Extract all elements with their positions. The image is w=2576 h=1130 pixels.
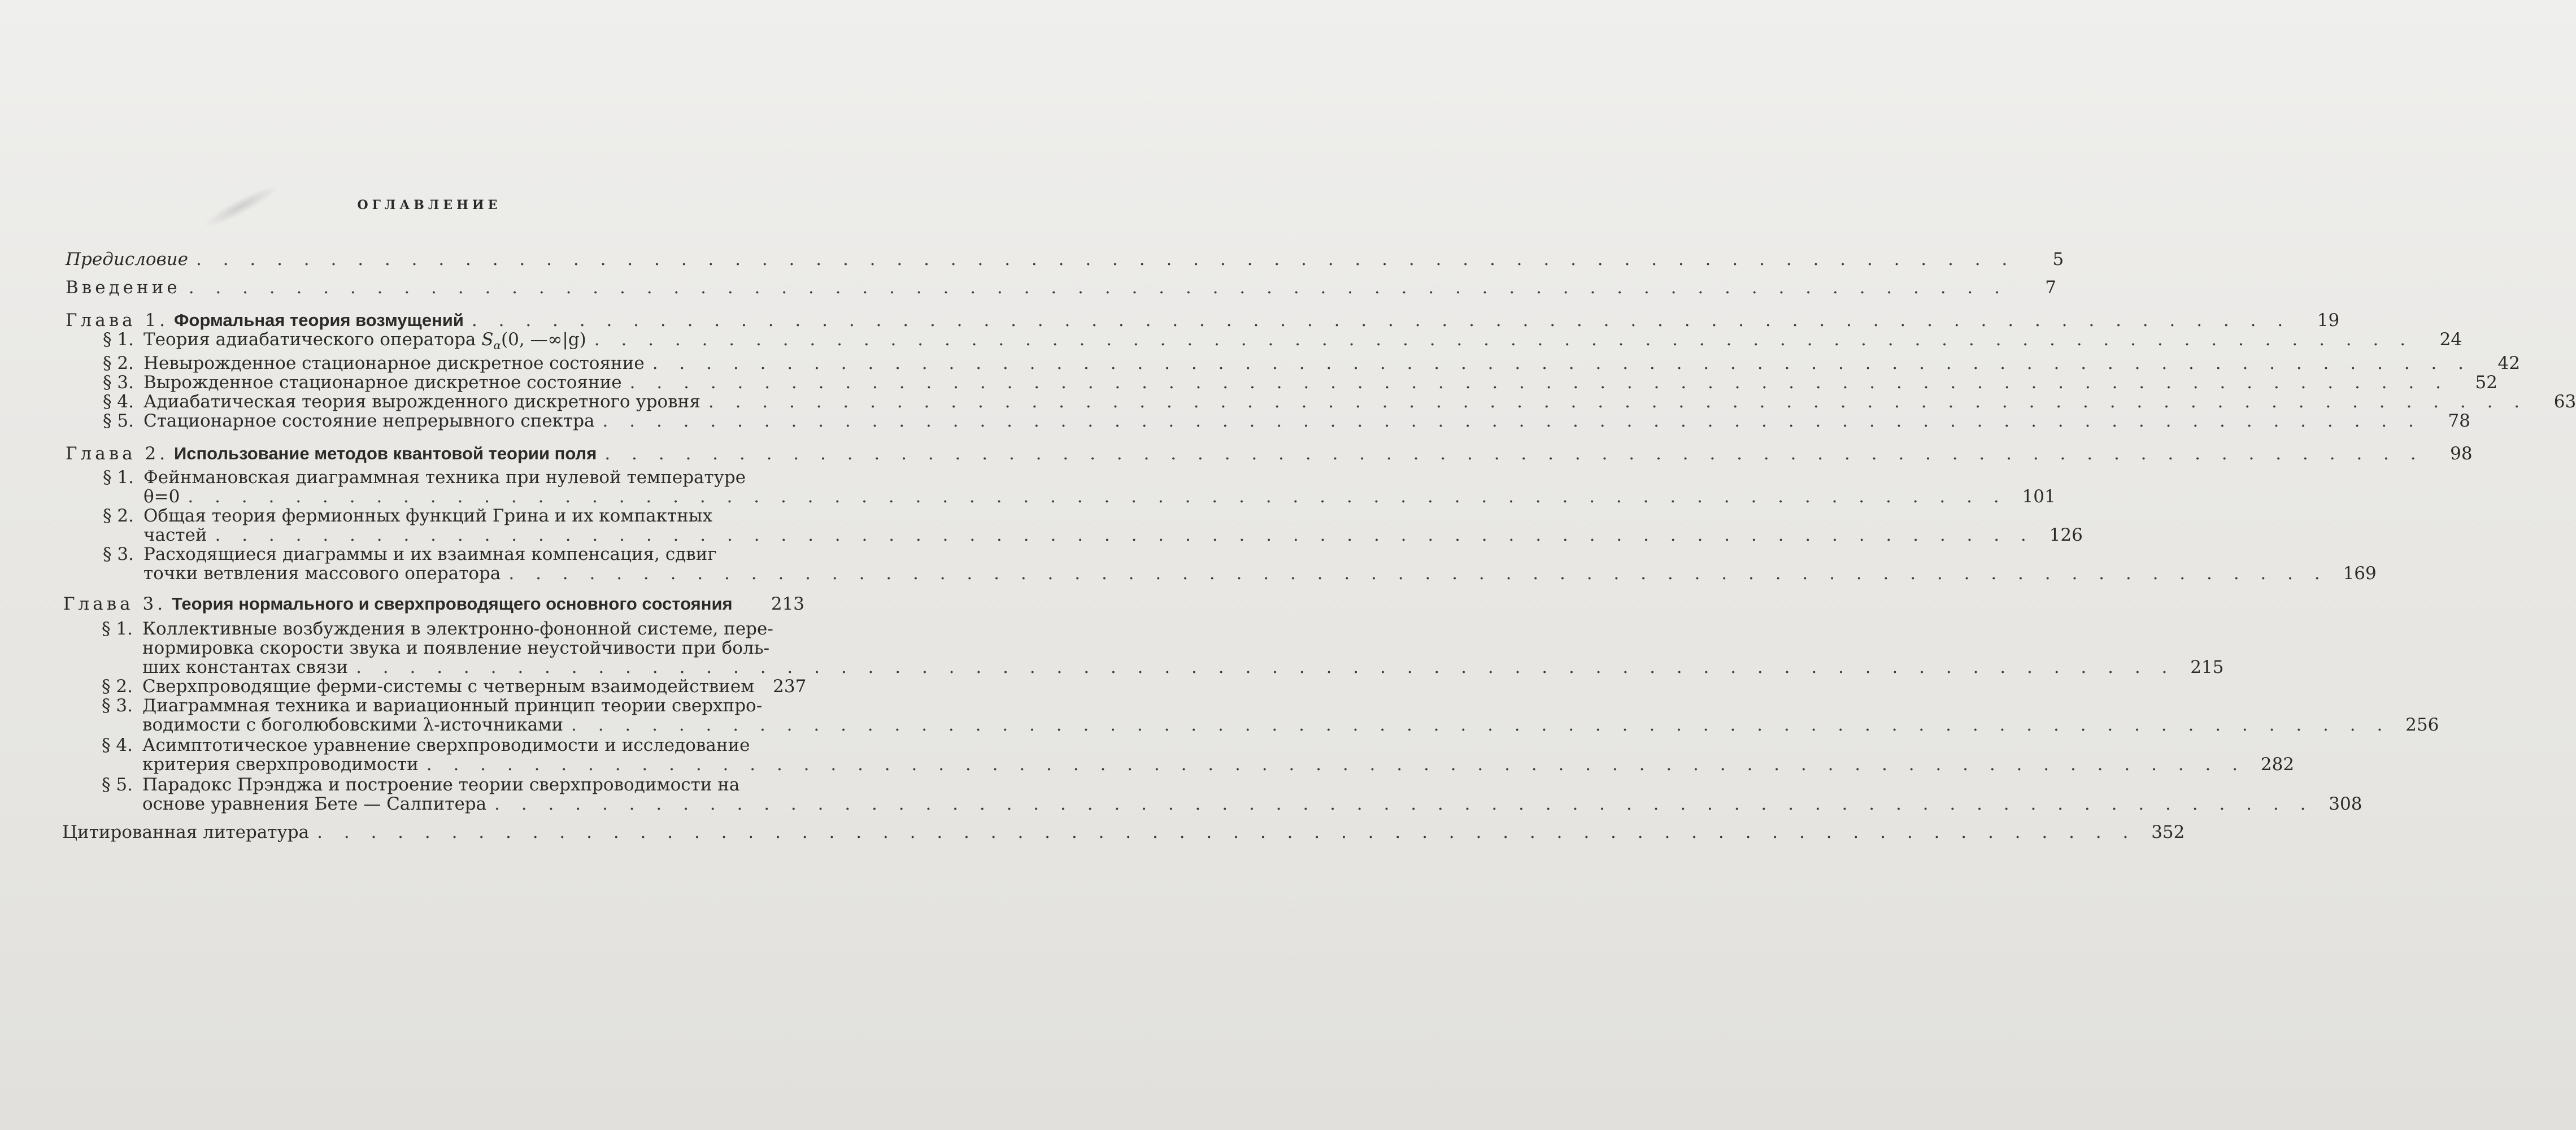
- section-line: [103, 563, 2377, 584]
- page-number: 169: [2343, 563, 2377, 584]
- toc-entry-preface[interactable]: [66, 249, 2064, 270]
- section-line: [102, 657, 2224, 677]
- section-label: [103, 392, 700, 411]
- section-label: [103, 354, 645, 373]
- section-number: § 5.: [103, 411, 134, 431]
- dot-leader: . . . . . . . . . . . . . . . . . . . . . . . . . . . . . . . . . . . . . . . . . . . . . . . . . . . . . . . . . . . . . . . . . . . .: [571, 715, 2391, 735]
- toc-section-1-5[interactable]: [103, 411, 2470, 431]
- chapter-prefix: Глава 2.: [66, 444, 169, 464]
- dot-leader: . . . . . . . . . . . . . . . . . . . . . . . . . . . . . . . . . . . . . . . . . . . . . . . . . . . . . . . . . . . . . . . . . . . .: [195, 249, 2016, 270]
- chapter-prefix: Глава 1.: [66, 310, 169, 331]
- dot-leader: . . . . . . . . . . . . . . . . . . . . . . . . . . . . . . . . . . . . . . . . . . . . . . . . . . . . . . . . . . . . . . . . . . . .: [188, 486, 2007, 507]
- section-number: § 1.: [103, 467, 134, 488]
- toc-chapter-3[interactable]: [63, 594, 804, 614]
- toc-entry-label: Цитированная литература: [62, 822, 310, 842]
- chapter-heading: [66, 444, 597, 463]
- section-text: Вырожденное стационарное дискретное состояние: [143, 372, 622, 393]
- section-label: [103, 330, 586, 355]
- section-label: [102, 677, 754, 696]
- dot-leader: . . . . . . . . . . . . . . . . . . . . . . . . . . . . . . . . . . . . . . . . . . . . . . . . . . . . . . . . . . . . . . . . . . . .: [494, 794, 2314, 814]
- toc-section-3-1[interactable]: [102, 619, 2224, 677]
- section-text: частей: [143, 525, 207, 545]
- page-number: 256: [2405, 715, 2439, 735]
- toc-section-2-2[interactable]: [103, 506, 2083, 545]
- page-number: 126: [2049, 525, 2083, 545]
- dot-leader: . . . . . . . . . . . . . . . . . . . . . . . . . . . . . . . . . . . . . . . . . . . . . . . . . . . . . . . . . . . . . . . . . . . .: [356, 657, 2175, 677]
- section-line: [102, 715, 2439, 735]
- toc-chapter-2[interactable]: [66, 444, 2473, 464]
- section-line: [102, 754, 2295, 775]
- toc-section-1-1[interactable]: [103, 329, 2462, 355]
- section-line: [102, 696, 763, 716]
- section-text: точки ветвления массового оператора: [143, 563, 501, 584]
- section-number: § 5.: [102, 775, 133, 795]
- dot-leader: . . . . . . . . . . . . . . . . . . . . . . . . . . . . . . . . . . . . . . . . . . . . . . . . . . . . . . . . . . . . . . . . . . . .: [508, 563, 2328, 584]
- page-number: 308: [2329, 794, 2362, 814]
- page-number: 213: [771, 594, 804, 614]
- toc-section-1-4[interactable]: [103, 392, 2576, 412]
- section-line: [102, 638, 770, 658]
- toc-section-3-5[interactable]: [102, 775, 2362, 814]
- page-number: 215: [2190, 657, 2224, 677]
- page-title: ОГЛАВЛЕНИЕ: [357, 198, 502, 212]
- section-text: Парадокс Прэнджа и построение теории сверхпроводимости на: [142, 775, 740, 795]
- toc-section-3-3[interactable]: [102, 696, 2439, 735]
- operator-subscript: α: [493, 338, 502, 353]
- chapter-heading: [66, 311, 464, 330]
- dot-leader: . . . . . . . . . . . . . . . . . . . . . . . . . . . . . . . . . . . . . . . . . . . . . . . . . . . . . . . . . . . . . . . . . . . .: [471, 310, 2291, 331]
- dot-leader: . . . . . . . . . . . . . . . . . . . . . . . . . . . . . . . . . . . . . . . . . . . . . . . . . . . . . . . . . . . . . . . . . . . .: [426, 754, 2246, 775]
- toc-entry-introduction[interactable]: [66, 277, 2056, 298]
- section-number: § 3.: [103, 372, 134, 393]
- page-number: 98: [2450, 444, 2473, 464]
- section-number: § 1.: [102, 619, 133, 639]
- section-line: [103, 506, 743, 525]
- section-line: [102, 619, 773, 639]
- section-text: Теория адиабатического оператора: [143, 329, 482, 350]
- section-text: ших константах связи: [142, 657, 349, 677]
- page-number: 52: [2475, 372, 2497, 393]
- section-line: [102, 735, 750, 755]
- page-number: 7: [2045, 277, 2056, 298]
- section-text: Стационарное состояние непрерывного спектра: [143, 411, 595, 431]
- section-text: Коллективные возбуждения в электронно-фононной системе, пере-: [142, 619, 773, 639]
- page-number: 63: [2553, 392, 2576, 412]
- section-number: § 4.: [102, 735, 133, 755]
- toc-entry-references[interactable]: [62, 822, 2185, 842]
- toc-entry-label: Предисловие: [66, 249, 188, 270]
- toc-chapter-1[interactable]: [66, 310, 2340, 331]
- dot-leader: . . . . . . . . . . . . . . . . . . . . . . . . . . . . . . . . . . . . . . . . . . . . . . . . . . . . . . . . . . . . . . . . . . . .: [188, 277, 2008, 298]
- section-label: [103, 411, 595, 431]
- section-text: Асимптотическое уравнение сверхпроводимости и исследование: [142, 735, 750, 755]
- section-number: § 1.: [103, 329, 134, 350]
- section-number: § 2.: [103, 353, 134, 373]
- toc-section-3-2[interactable]: [102, 676, 807, 697]
- chapter-heading: [63, 594, 733, 614]
- page-number: 5: [2052, 249, 2064, 270]
- section-text: Фейнмановская диаграммная техника при нулевой температуре: [143, 467, 746, 488]
- page-number: 19: [2317, 310, 2340, 331]
- page-number: 352: [2151, 822, 2185, 842]
- page-number: 42: [2497, 353, 2520, 373]
- section-line: [102, 794, 2362, 814]
- page-number: 78: [2448, 411, 2470, 431]
- section-text: Адиабатическая теория вырожденного дискретного уровня: [143, 392, 700, 412]
- chapter-title: Теория нормального и сверхпроводящего основного состояния: [171, 594, 733, 614]
- toc-section-1-2[interactable]: [103, 353, 2520, 373]
- page-number: 101: [2022, 486, 2056, 507]
- dot-leader: . . . . . . . . . . . . . . . . . . . . . . . . . . . . . . . . . . . . . . . . . . . . . . . . . . . . . . . . . . . . . . . . . . . .: [317, 822, 2136, 842]
- page-number: 282: [2260, 754, 2295, 775]
- section-text: Общая теория фермионных функций Грина и их компактных: [143, 506, 712, 526]
- toc-entry-label: Введение: [66, 277, 181, 298]
- dot-leader: . . . . . . . . . . . . . . . . . . . . . . . . . . . . . . . . . . . . . . . . . . . . . . . . . . . . . . . . . . . . . . . . . . . .: [629, 372, 2449, 393]
- chapter-title: Использование методов квантовой теории поля: [173, 444, 597, 463]
- toc-section-2-3[interactable]: [103, 544, 2377, 584]
- section-text: основе уравнения Бете — Салпитера: [142, 794, 487, 814]
- operator-symbol: S: [481, 329, 494, 350]
- dot-leader: . . . . . . . . . . . . . . . . . . . . . . . . . . . . . . . . . . . . . . . . . . . . . . . . . . . . . . . . . . . . . . . . . . . .: [604, 444, 2424, 464]
- section-text: нормировка скорости звука и появление неустойчивости при боль-: [142, 638, 770, 658]
- section-text: Диаграммная техника и вариационный принцип теории сверхпро-: [142, 696, 763, 716]
- section-text: θ=0: [143, 486, 180, 507]
- section-label: [103, 373, 622, 392]
- section-text: Расходящиеся диаграммы и их взаимная компенсация, сдвиг: [143, 544, 717, 564]
- section-number: § 2.: [102, 676, 133, 697]
- toc-section-3-4[interactable]: [102, 735, 2295, 775]
- dot-leader: . . . . . . . . . . . . . . . . . . . . . . . . . . . . . . . . . . . . . . . . . . . . . . . . . . . . . . . . . . . . . . . . . . . .: [602, 411, 2422, 431]
- section-line: [103, 545, 743, 564]
- operator-args: (0, —∞|g): [501, 329, 586, 350]
- dot-leader: . . . . . . . . . . . . . . . . . . . . . . . . . . . . . . . . . . . . . . . . . . . . . . . . . . . . . . . . . . . . . . . . . . . .: [652, 353, 2471, 373]
- section-text: Невырожденное стационарное дискретное состояние: [143, 353, 645, 373]
- section-line: [103, 467, 746, 488]
- section-number: § 2.: [103, 506, 134, 526]
- page-number: 237: [773, 676, 807, 697]
- section-number: § 4.: [103, 392, 134, 412]
- section-line: [103, 486, 2056, 507]
- chapter-title: Формальная теория возмущений: [173, 310, 464, 330]
- dot-leader: . . . . . . . . . . . . . . . . . . . . . . . . . . . . . . . . . . . . . . . . . . . . . . . . . . . . . . . . . . . . . . . . . . . .: [708, 392, 2528, 412]
- section-number: § 3.: [102, 696, 133, 716]
- page-number: 24: [2439, 329, 2462, 350]
- dot-leader: . . . . . . . . . . . . . . . . . . . . . . . . . . . . . . . . . . . . . . . . . . . . . . . . . . . . . . . . . . . . . . . . . . . .: [594, 329, 2414, 350]
- section-line: [103, 525, 2083, 545]
- section-text: Сверхпроводящие ферми-системы с четверным взаимодействием: [142, 676, 755, 697]
- toc-section-1-3[interactable]: [103, 372, 2497, 393]
- chapter-prefix: Глава 3.: [63, 594, 167, 614]
- dot-leader: . . . . . . . . . . . . . . . . . . . . . . . . . . . . . . . . . . . . . . . . . . . . . . . . . . . . . . . . . . . . . . . . . . . .: [215, 525, 2034, 545]
- section-line: [102, 775, 745, 794]
- section-text: критерия сверхпроводимости: [142, 754, 419, 775]
- section-number: § 3.: [103, 544, 134, 564]
- section-text: водимости с боголюбовскими λ-источниками: [142, 715, 564, 735]
- toc-section-2-1[interactable]: [103, 467, 2056, 507]
